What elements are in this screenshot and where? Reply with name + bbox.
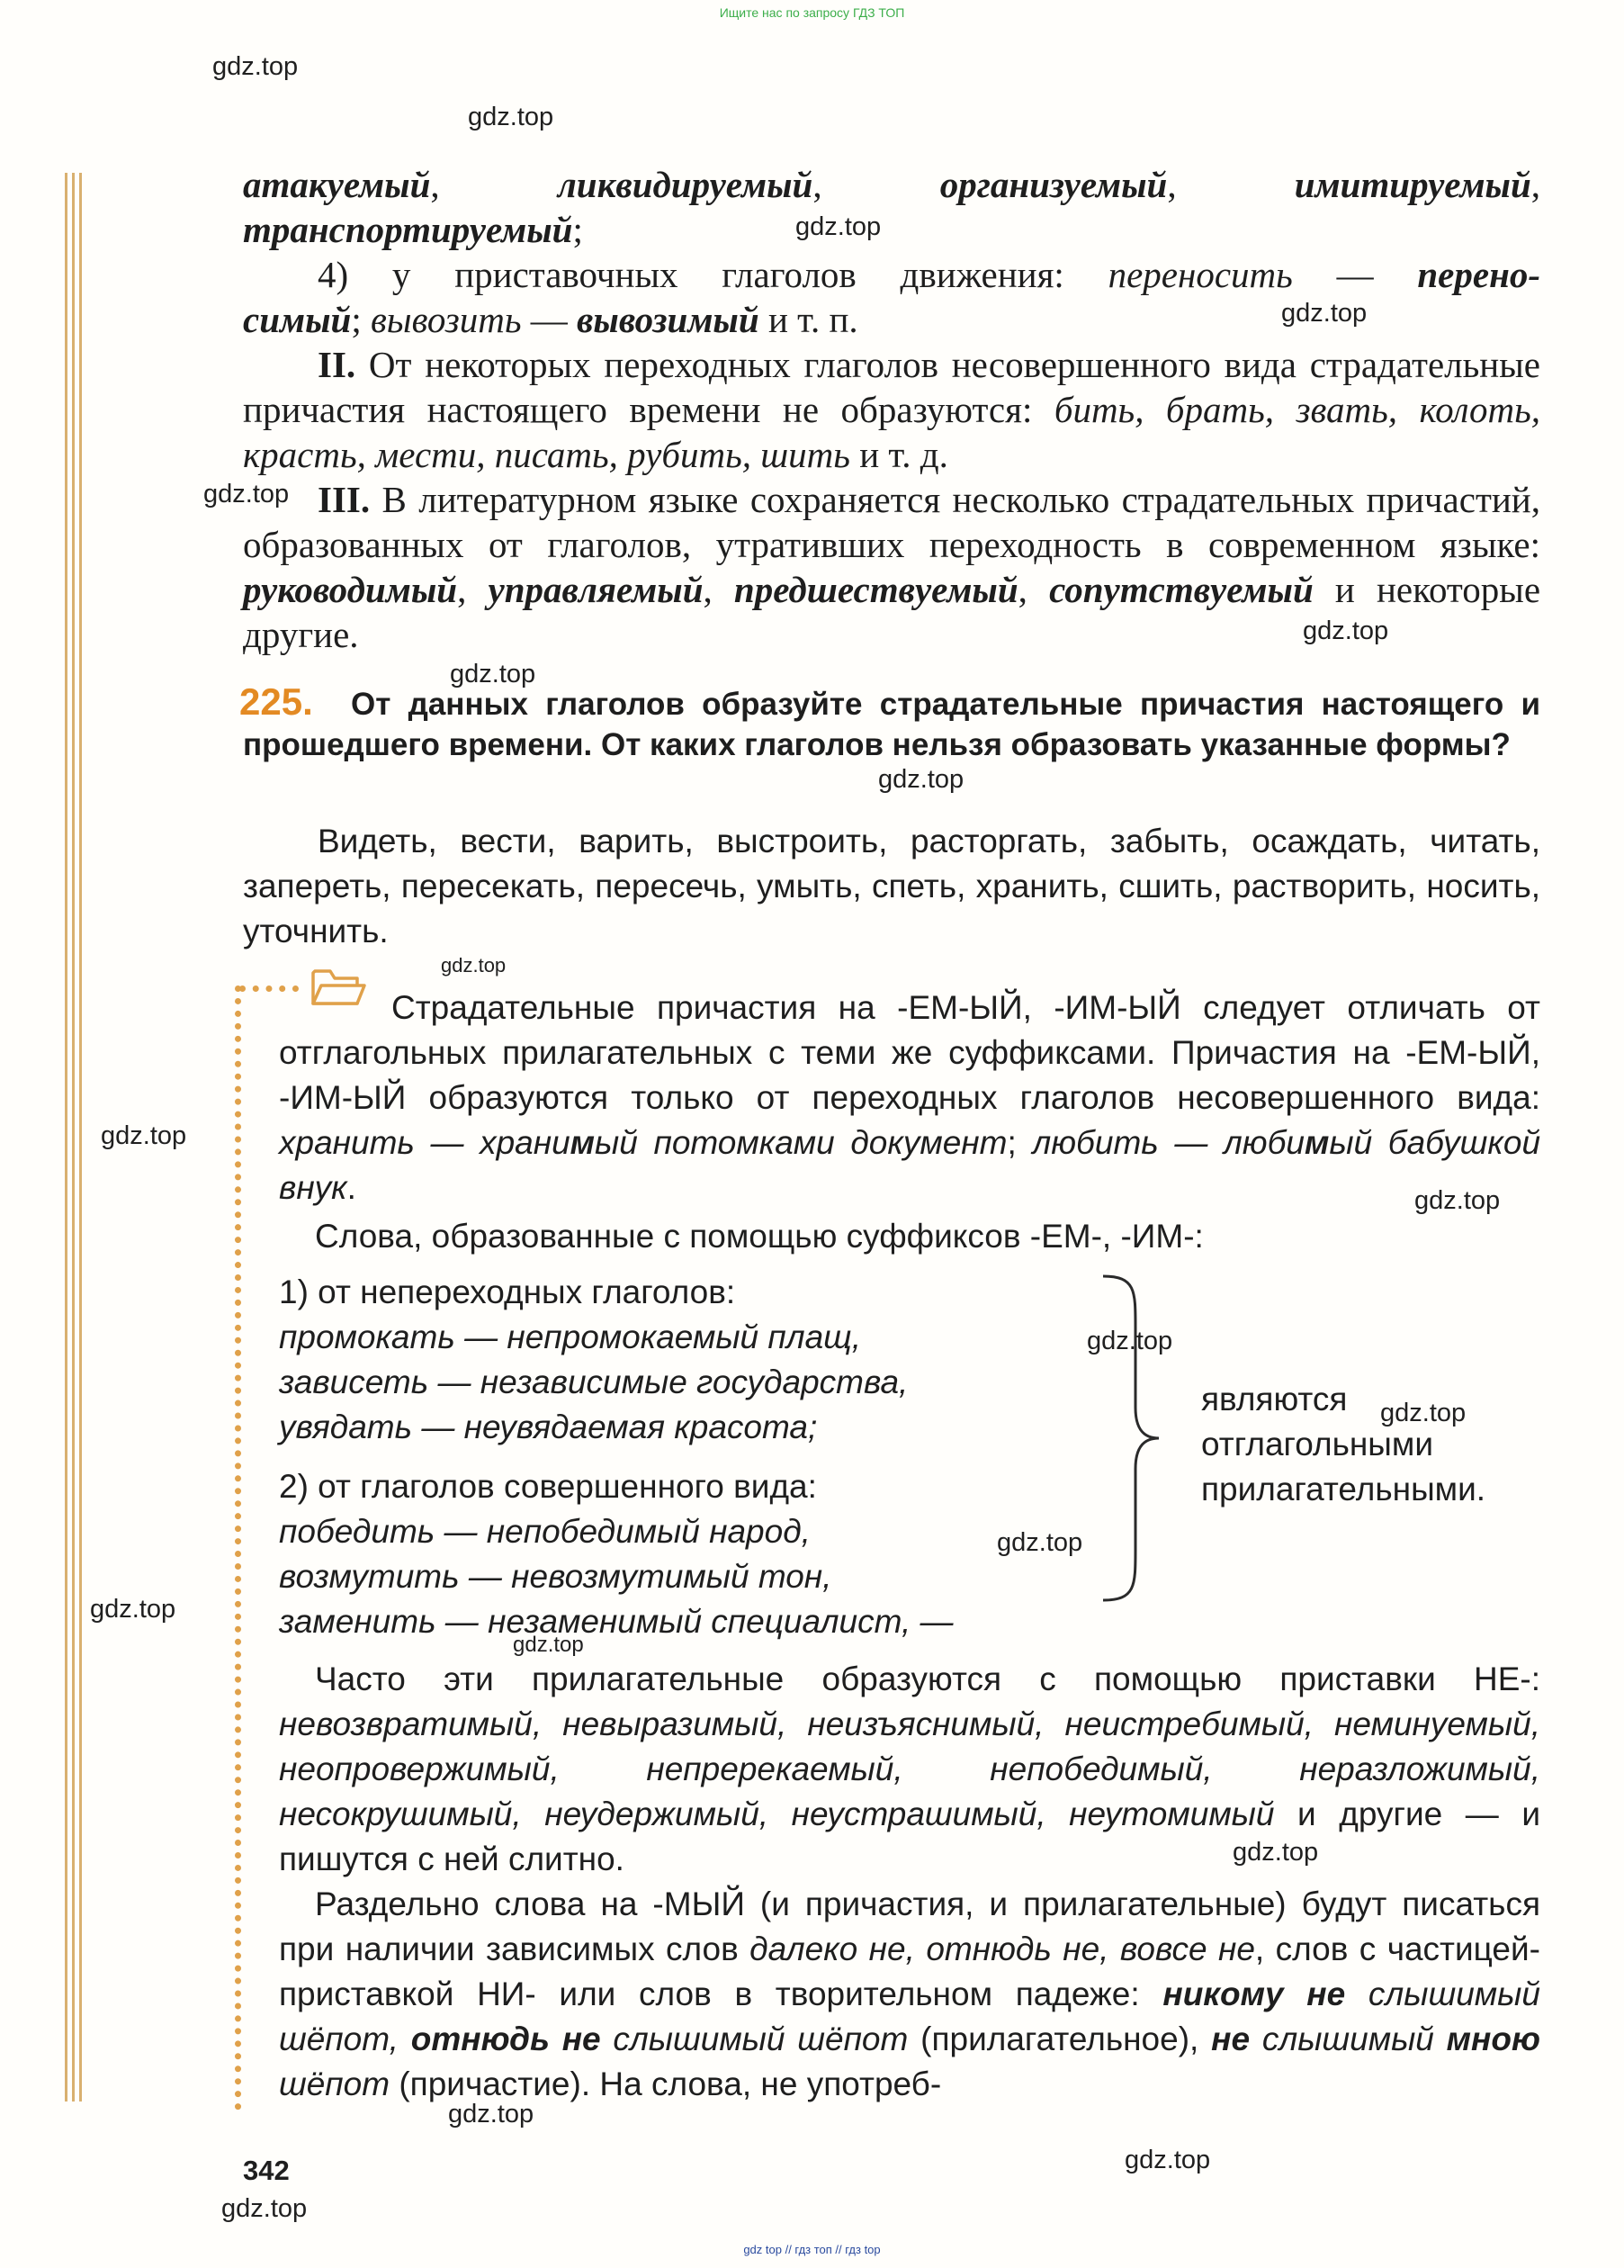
exercise-task: От данных глаголов образуйте страдательные причастия настоящего и прошедшего времени. От каких глаголов нельзя образовать указанные формы? xyxy=(243,687,1540,762)
watermark: gdz.top xyxy=(450,660,536,688)
rule-formed: Слова, образованные с помощью суффиксов -ЕМ-, -ИМ-: xyxy=(315,1218,1204,1255)
watermark: gdz.top xyxy=(221,2194,308,2223)
line-2: транспортируемый; xyxy=(243,209,583,250)
watermark: gdz.top xyxy=(513,1633,584,1657)
rule-2: II. От некоторых переходных глаголов несовершенного вида страдательные причастия настоящего времени не образуются: бить, брать, звать, колоть, красть, мести, писать, рубить, шить и т. д. xyxy=(243,344,1540,475)
footer-link[interactable]: gdz top // гдз топ // гдз top xyxy=(743,2243,881,2256)
margin-bar xyxy=(72,173,75,2102)
line-4: симый; вывозить — вывозимый и т. п. xyxy=(243,299,858,340)
group-2-item: возмутить — невозмутимый тон, xyxy=(279,1558,832,1595)
page-number: 342 xyxy=(243,2155,290,2186)
brace-label: являются отглагольными прилагательными. xyxy=(1201,1381,1486,1508)
ne-prefix-paragraph: Часто эти прилагательные образуются с помощью приставки НЕ-: невозвратимый, невыразимый, неизъяснимый, неистребимый, неминуемый, неопровержимый, непререкаемый, непобедимый, неразложимый, несокрушимый, неудержимый, неустрашимый, неутомимый и другие — и пишутся с ней слитно. xyxy=(279,1660,1541,1877)
watermark: gdz.top xyxy=(90,1595,176,1624)
group-1-item: промокать — непромокаемый плащ, xyxy=(279,1318,861,1355)
watermark: gdz.top xyxy=(1087,1327,1173,1355)
watermark: gdz.top xyxy=(203,480,290,508)
separate-spelling-paragraph: Раздельно слова на -МЫЙ (и причастия, и прилагательные) будут писаться при наличии зависимых слов далеко не, отнюдь не, вовсе не, слов с частицей-приставкой НИ- или слов в творительном падеже: никому не слышимый шёпот, отнюдь не слышимый шёпот (прилагательное), не слышимый мною шёпот (причастие). На слова, не употреб- xyxy=(279,1886,1541,2102)
exercise-words: Видеть, вести, варить, выстроить, расторгать, забыть, осаждать, читать, запереть, пересекать, пересечь, умыть, спеть, хранить, сшить, растворить, носить, уточнить. xyxy=(243,823,1540,950)
group-1-title: 1) от непереходных глаголов: xyxy=(279,1274,736,1310)
group-2-title: 2) от глаголов совершенного вида: xyxy=(279,1468,817,1505)
watermark: gdz.top xyxy=(441,954,507,976)
group-2-item: победить — непобедимый народ, xyxy=(279,1513,811,1550)
watermark: gdz.top xyxy=(795,212,882,241)
margin-bar xyxy=(79,173,82,2102)
line-1: атакуемый, ликвидируемый, организуемый, имитируемый, xyxy=(243,164,1541,205)
rule-dotted-border xyxy=(235,986,241,2110)
watermark: gdz.top xyxy=(1414,1186,1501,1215)
line-3: 4) у приставочных глаголов движения: переносить — перено- xyxy=(318,254,1540,295)
rule-3: III. В литературном языке сохраняется несколько страдательных причастий, образованных от глаголов, утративших переходность в современном языке: руководимый, управляемый, предшествуемый, сопутствуемый и некоторые другие. xyxy=(243,479,1541,655)
exercise-number: 225. xyxy=(239,680,313,723)
watermark: gdz.top xyxy=(1233,1838,1319,1867)
watermark: gdz.top xyxy=(878,765,965,794)
header-search-link[interactable]: Ищите нас по запросу ГДЗ ТОП xyxy=(719,5,905,20)
group-1-item: увядать — неувядаемая красота; xyxy=(279,1408,818,1445)
rule-box xyxy=(279,986,1540,2107)
group-1-item: зависеть — независимые государства, xyxy=(279,1364,909,1400)
watermark: gdz.top xyxy=(1125,2146,1211,2174)
watermark: gdz.top xyxy=(1303,616,1389,645)
watermark: gdz.top xyxy=(212,52,299,81)
watermark: gdz.top xyxy=(448,2100,534,2128)
curly-brace xyxy=(1099,1273,1162,1604)
group-2-item: заменить — незаменимый специалист, — xyxy=(279,1603,954,1640)
rules-continuation xyxy=(243,162,1540,657)
watermark: gdz.top xyxy=(1281,299,1368,328)
watermark: gdz.top xyxy=(997,1528,1083,1557)
watermark: gdz.top xyxy=(101,1121,187,1150)
watermark: gdz.top xyxy=(468,103,554,131)
watermark: gdz.top xyxy=(1380,1399,1467,1427)
rule-intro: Страдательные причастия на -ЕМ-ЫЙ, -ИМ-ЫЙ следует отличать от отглагольных прилагательных с теми же суффиксами. Причастия на -ЕМ-ЫЙ, -ИМ-ЫЙ образуются только от переходных глаголов несовершенного вида: хранить — хранимый потомками документ; любить — любимый бабушкой внук. xyxy=(279,989,1541,1206)
margin-bar xyxy=(65,173,67,2102)
